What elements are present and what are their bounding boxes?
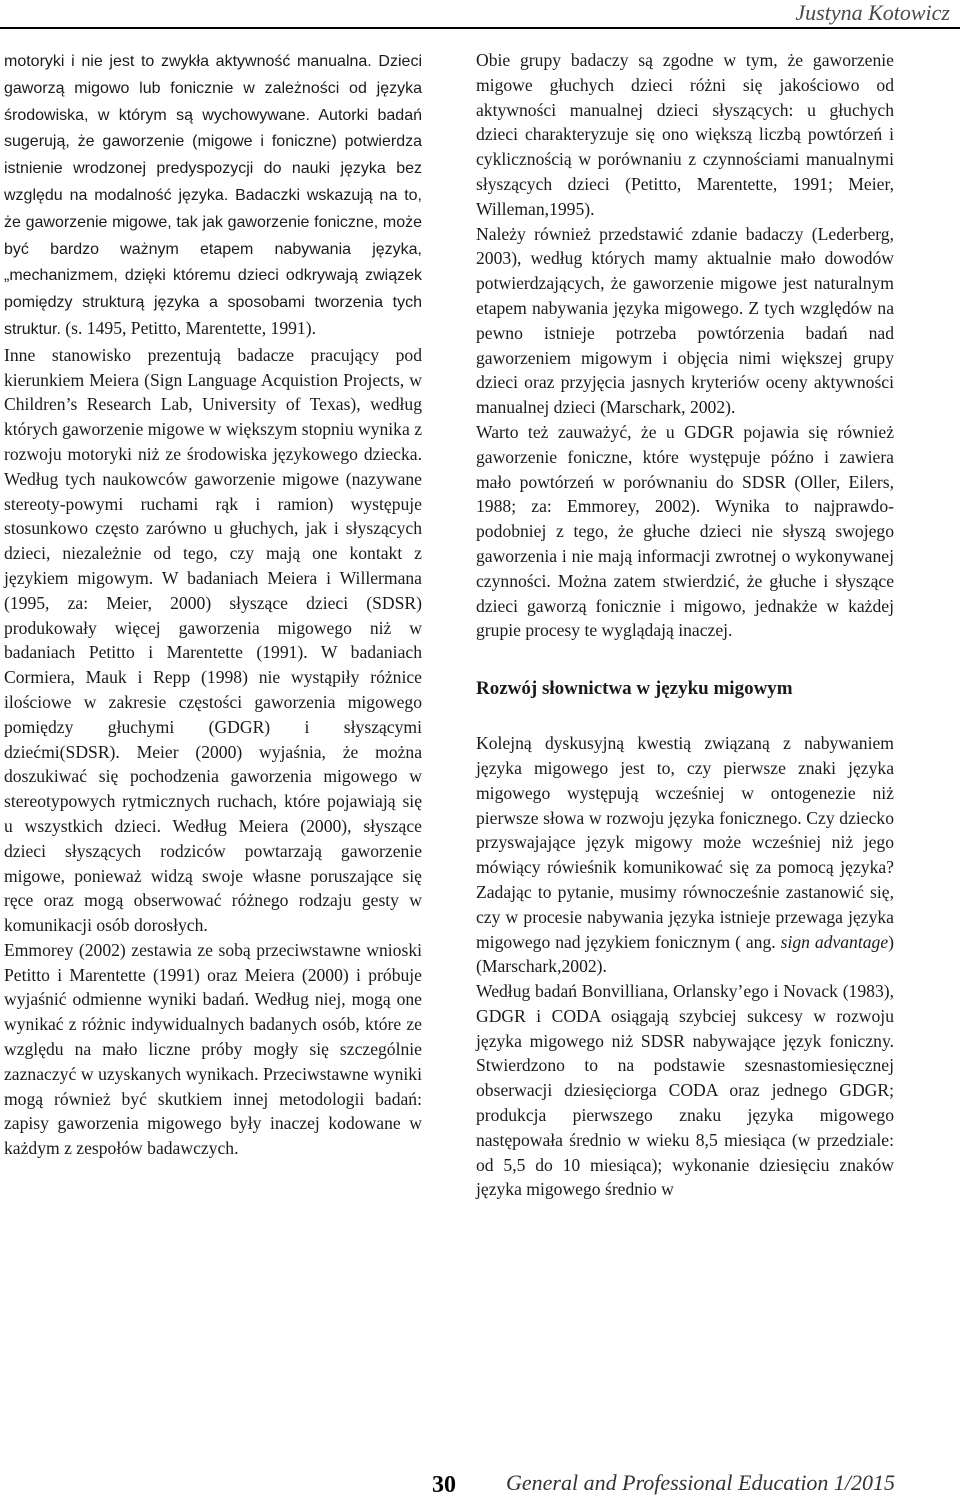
left-paragraph-3: Emmorey (2002) zestawia ze sobą przeciwstawne wnioski Petitto i Marentette (1991) oraz Meiera (2000) i próbuje wyjaśnić odmienne wyniki badań. Według niej, mogą one wynikać z różnic indywidualnych badanych osób, które ze względu na mało liczne próby mogły się szczególnie zaznaczyć w uzyskanych wynikach. Przeciwstawne wyniki mogą również być skutkiem innej metodologii badań: zapisy gaworzenia migowego były inaczej kodowane w każdym z zespołów badawczych. — [4, 939, 422, 1159]
left-p1-part-b: Badaczki wskazują na to, że gaworzenie migowe, tak jak gaworzenie foniczne, może być bardzo ważnym etapem nabywania języka, „mechanizmem, dzięki któremu dzieci odkrywają związek pomiędzy strukturą języka a sposobami tworzenia tych struktur. — [4, 186, 422, 338]
right-p4-part-a: Kolejną dyskusyjną kwestią związaną z nabywaniem języka migowego jest to, czy pierwsze znaki języka migowego występują wcześniej w ontogenezie niż pierwsze słowa w rozwoju języka fonicznego. Czy dziecko przyswajające język migowy może wcześniej niż jego mówiący rówieśnik komunikować się za pomocą języka? Zadając to pytanie, musimy równocześnie zastanowić się, czy w procesie nabywania języka istnieje przewaga języka migowego nad językiem fonicznym ( ang. — [476, 733, 894, 952]
page-footer — [0, 1468, 960, 1496]
page-number: 30 — [432, 1472, 456, 1498]
right-paragraph-1: Obie grupy badaczy są zgodne w tym, że gaworzenie migowe głuchych dzieci różni się jakościowo od aktywności manualnej dzieci słyszących: u głuchych dzieci charakteryzuje się ono większą liczbą powtórzeń i cyklicznością w porównaniu z czynnościami manualnymi słyszących dzieci (Petitto, Marentette, 1991; Meier, Willeman,1995). — [476, 50, 894, 219]
right-paragraph-4 — [476, 731, 894, 979]
right-paragraph-2: Należy również przedstawić zdanie badaczy (Lederberg, 2003), według których mamy aktualnie mało dowodów potwierdzających, że gaworzenie migowe jest naturalnym etapem nabywania języka migowego. Z tych względów na pewno istnieje potrzeba powtórzenia badań nad gaworzeniem migowym i objęcia nimi większej grupy dzieci oraz przyjęcia jasnych kryteriów oceny aktywności manualnej dzieci (Marschark, 2002). — [476, 223, 894, 418]
header-rule — [0, 27, 960, 29]
left-p1-part-c: (s. 1495, Petitto, Marentette, 1991). — [60, 317, 316, 338]
right-paragraph-3: Warto też zauważyć, że u GDGR pojawia się również gaworzenie foniczne, które występuje późno i zawiera mało powtórzeń w porównaniu do SDSR (Oller, Eilers, 1988; za: Emmorey, 2002). Wynika to najprawdo-podobniej z tego, że głuche dzieci nie słyszą swojego gaworzenia i nie mają informacji zwrotnej o wykonywanej czynności. Można zatem stwierdzić, że głuche i słyszące dzieci gaworzą fonicznie i migowo, jednakże w każdej grupie procesy te wyglądają inaczej. — [476, 421, 894, 641]
journal-title: General and Professional Education 1/2015 — [506, 1470, 896, 1495]
section-heading: Rozwój słownictwa w języku migowym — [476, 678, 793, 700]
right-column — [476, 48, 894, 1202]
left-p1-part-a: motoryki i nie jest to zwykła aktywność manualna. Dzieci gaworzą migowo lub fonicznie w zależności od języka środowiska, w którym są wychowywane. Autorki badań sugerują, że gaworzenie (migowe i foniczne) potwierdza istnienie wrodzonej predyspozycji do nauki języka bez względu na modalność języka. — [4, 53, 422, 204]
left-paragraph-1 — [4, 48, 422, 343]
right-paragraph-5: Według badań Bonvilliana, Orlansky’ego i Novack (1983), GDGR i CODA osiągają szybciej sukcesy w rozwoju języka migowego niż SDSR nabywające język foniczny. Stwierdzono to na podstawie szesnastomiesięcznej obserwacji dziesięciorga CODA oraz jednego GDGR; produkcja pierwszego znaku języka migowego następowała średnio w wieku 8,5 miesiąca (w przedziale: od 5,5 do 10 miesiąca); wykonanie dziesięciu znaków języka migowego średnio w — [476, 981, 894, 1200]
left-paragraph-2: Inne stanowisko prezentują badacze pracujący pod kierunkiem Meiera (Sign Language Acquistion Projects, w Children’s Research Lab, University of Texas), według których gaworzenie migowe w większym stopniu wynika z rozwoju motoryki niż ze środowiska językowego dziecka. Według tych naukowców gaworzenie migowe (nazywane stereoty-powymi ruchami rąk i ramion) występuje stosunkowo często zarówno u głuchych, jak i słyszących dzieci, niezależnie od tego, czy mają one kontakt z językiem migowym. W badaniach Meiera i Willermana (1995, za: Meier, 2000) słyszące dzieci (SDSR) produkowały więcej gaworzenia migowego niż w badaniach Petitto i Marentette (1991). W badaniach Cormiera, Mauk i Repp (1998) nie wystąpiły różnice ilościowe w zakresie częstości gaworzenia migowego pomiędzy głuchymi (GDGR) i słyszącymi dziećmi(SDSR). Meier (2000) wyjaśnia, że można doszukiwać się pochodzenia gaworzenia migowego w stereotypowych rytmicznych ruchach, które pojawiają się u wszystkich dzieci. Według Meiera (2000), słyszące dzieci słyszących rodziców powtarzają gaworzenie migowe, ponieważ widzą swoje własne poruszające się ręce oraz mogą obserwować różnego rodzaju gesty w komunikacji osób dorosłych. — [4, 344, 422, 936]
running-header-author: Justyna Kotowicz — [795, 0, 950, 25]
right-p4-part-b: ) (Marschark,2002). — [476, 931, 895, 977]
left-column — [4, 48, 422, 1161]
right-p4-italic: sign advantage — [780, 931, 889, 952]
